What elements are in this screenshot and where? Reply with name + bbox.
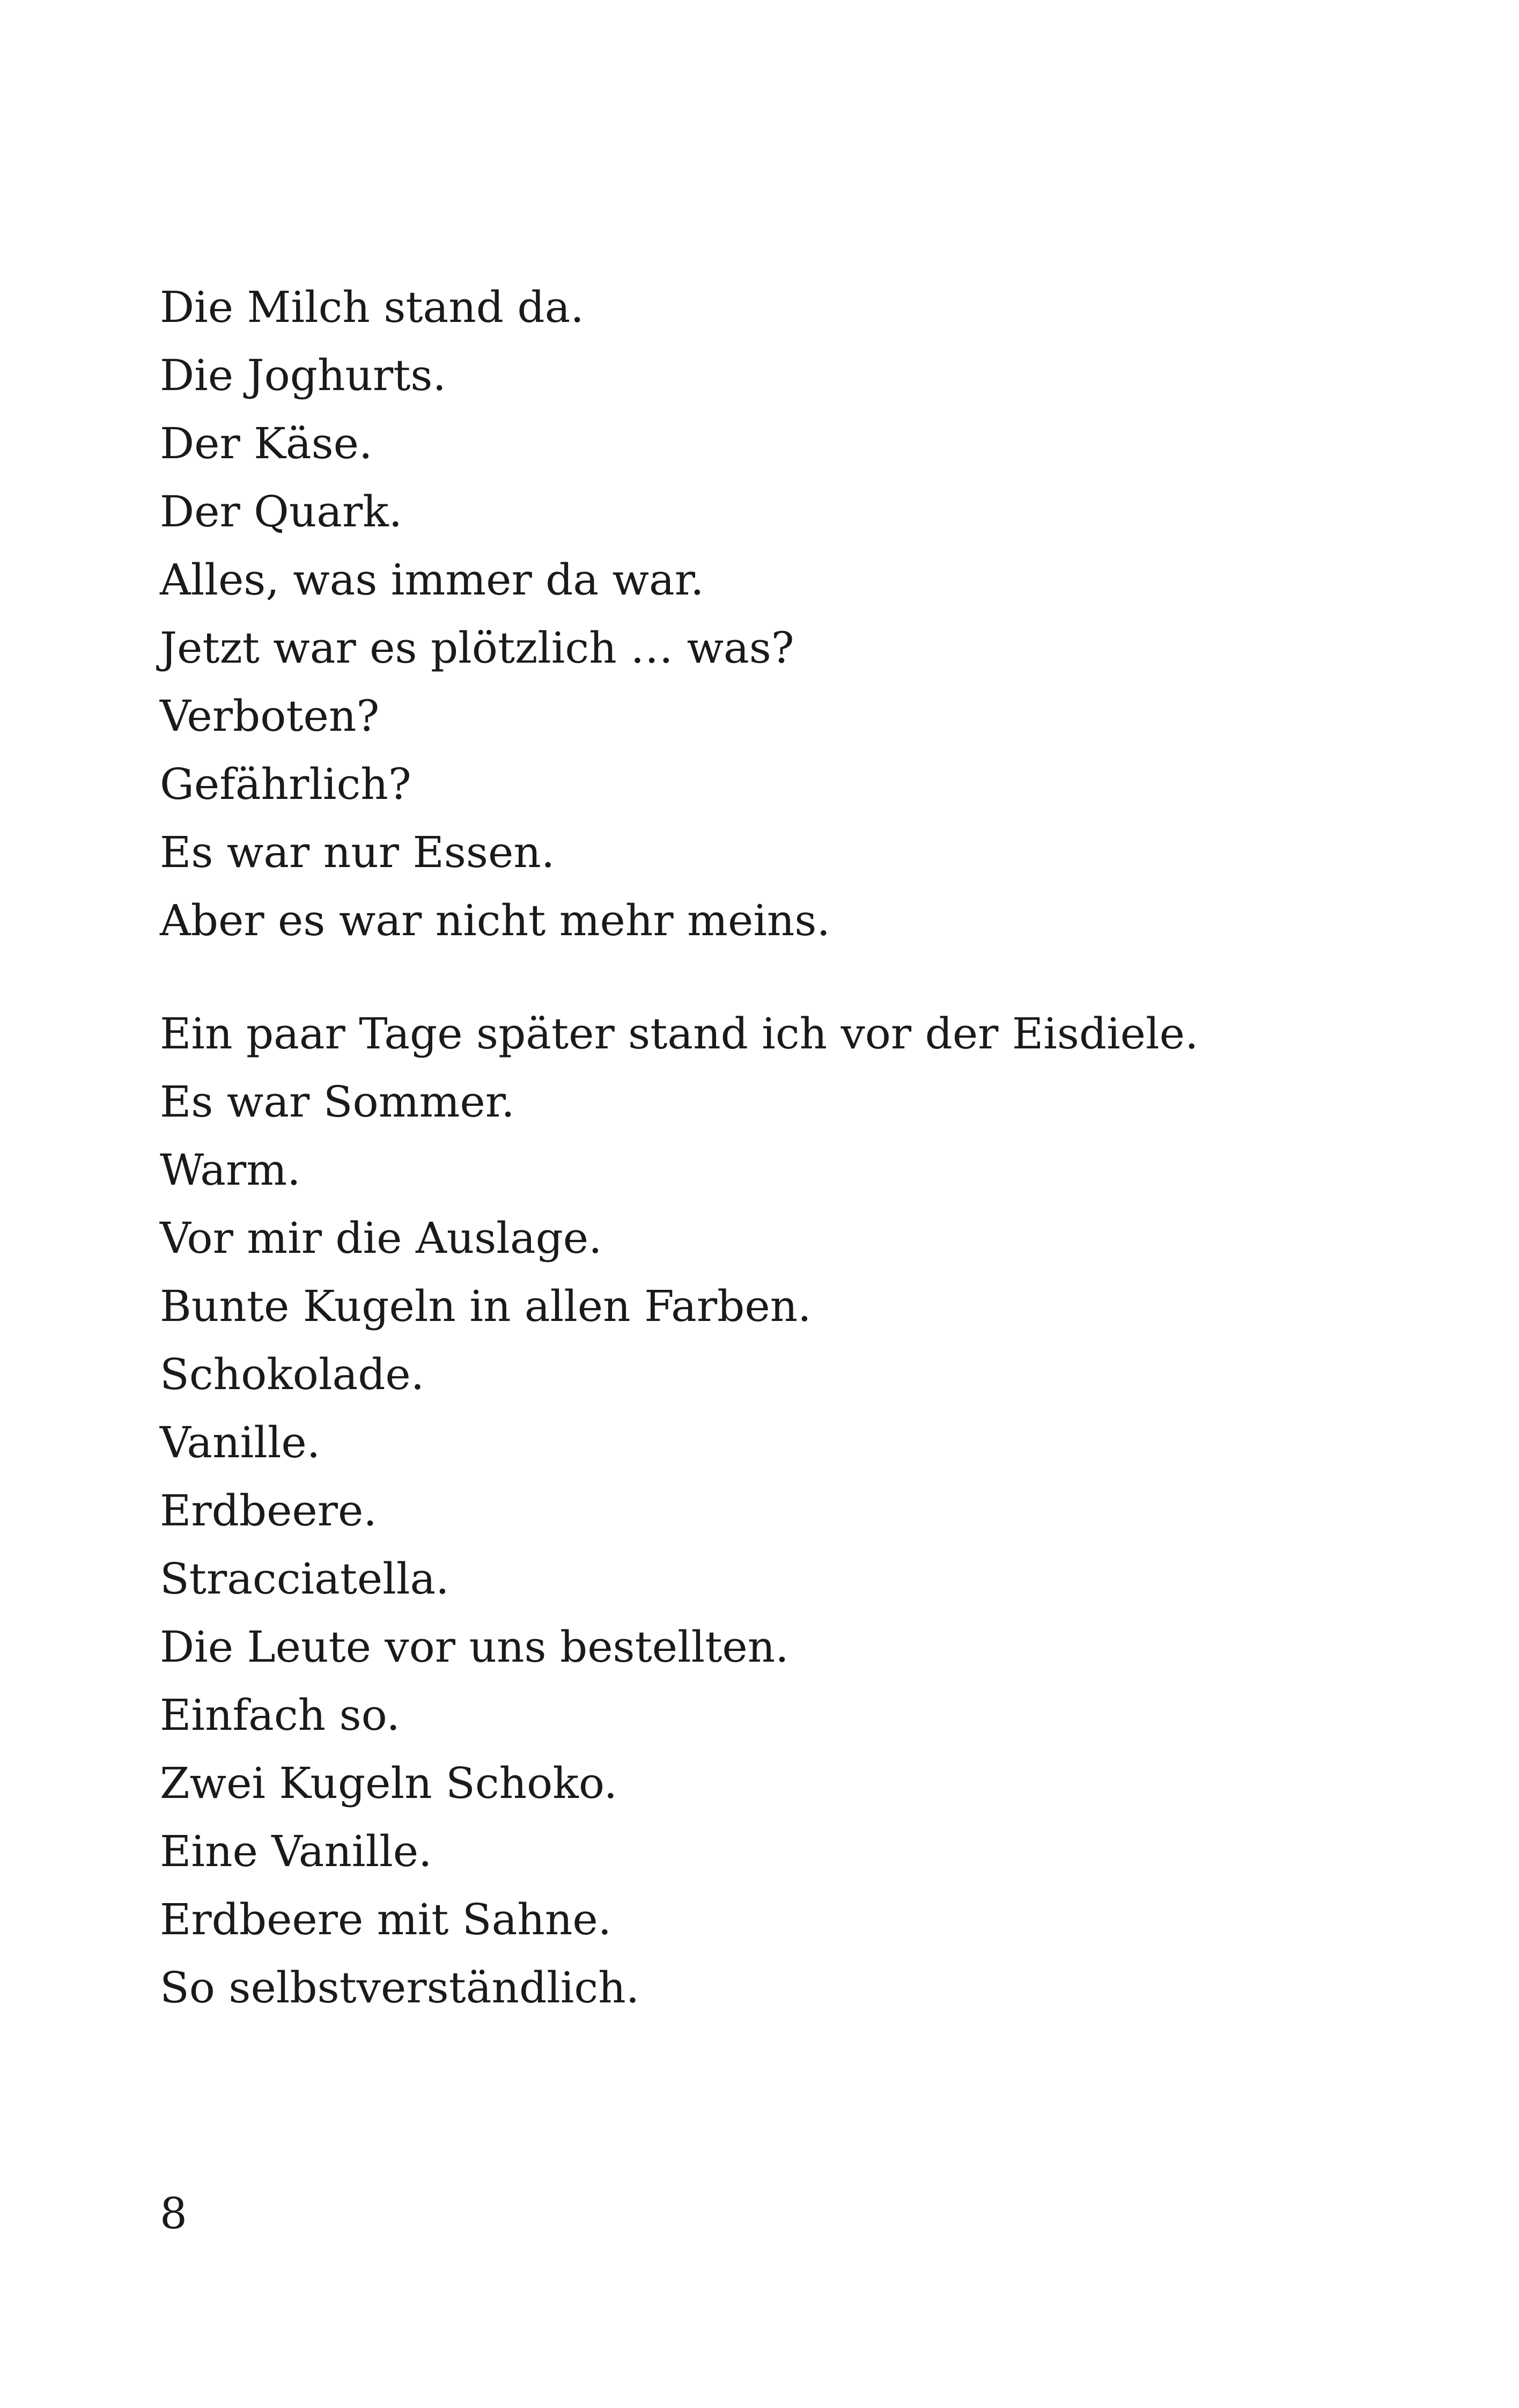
text-line: Die Milch stand da. bbox=[160, 282, 584, 332]
paragraph-1 bbox=[160, 273, 1393, 955]
text-line: Es war Sommer. bbox=[160, 1077, 515, 1127]
text-line: Aber es war nicht mehr meins. bbox=[160, 895, 830, 945]
text-line: Warm. bbox=[160, 1145, 301, 1195]
text-line: Vanille. bbox=[160, 1418, 321, 1467]
text-line: Bunte Kugeln in allen Farben. bbox=[160, 1281, 812, 1331]
text-line: Es war nur Essen. bbox=[160, 827, 555, 877]
text-line: Erdbeere. bbox=[160, 1486, 377, 1536]
paragraph-2 bbox=[160, 1000, 1393, 2022]
text-line: So selbstverständlich. bbox=[160, 1963, 640, 2013]
page-number: 8 bbox=[160, 2189, 187, 2238]
text-line: Gefährlich? bbox=[160, 759, 411, 809]
text-line: Alles, was immer da war. bbox=[160, 555, 704, 605]
text-line: Erdbeere mit Sahne. bbox=[160, 1895, 612, 1944]
text-line: Der Käse. bbox=[160, 419, 373, 468]
text-line: Vor mir die Auslage. bbox=[160, 1213, 602, 1263]
text-line: Schokolade. bbox=[160, 1349, 425, 1399]
text-line: Verboten? bbox=[160, 691, 380, 741]
text-line: Stracciatella. bbox=[160, 1554, 449, 1604]
text-line: Einfach so. bbox=[160, 1690, 400, 1740]
text-line: Jetzt war es plötzlich … was? bbox=[160, 623, 794, 673]
text-line: Die Joghurts. bbox=[160, 350, 446, 400]
text-line: Zwei Kugeln Schoko. bbox=[160, 1758, 618, 1808]
text-line: Der Quark. bbox=[160, 487, 403, 537]
text-line: Ein paar Tage später stand ich vor der Eisdiele. bbox=[160, 1009, 1199, 1059]
text-line: Die Leute vor uns bestellten. bbox=[160, 1622, 789, 1672]
text-line: Eine Vanille. bbox=[160, 1826, 432, 1876]
